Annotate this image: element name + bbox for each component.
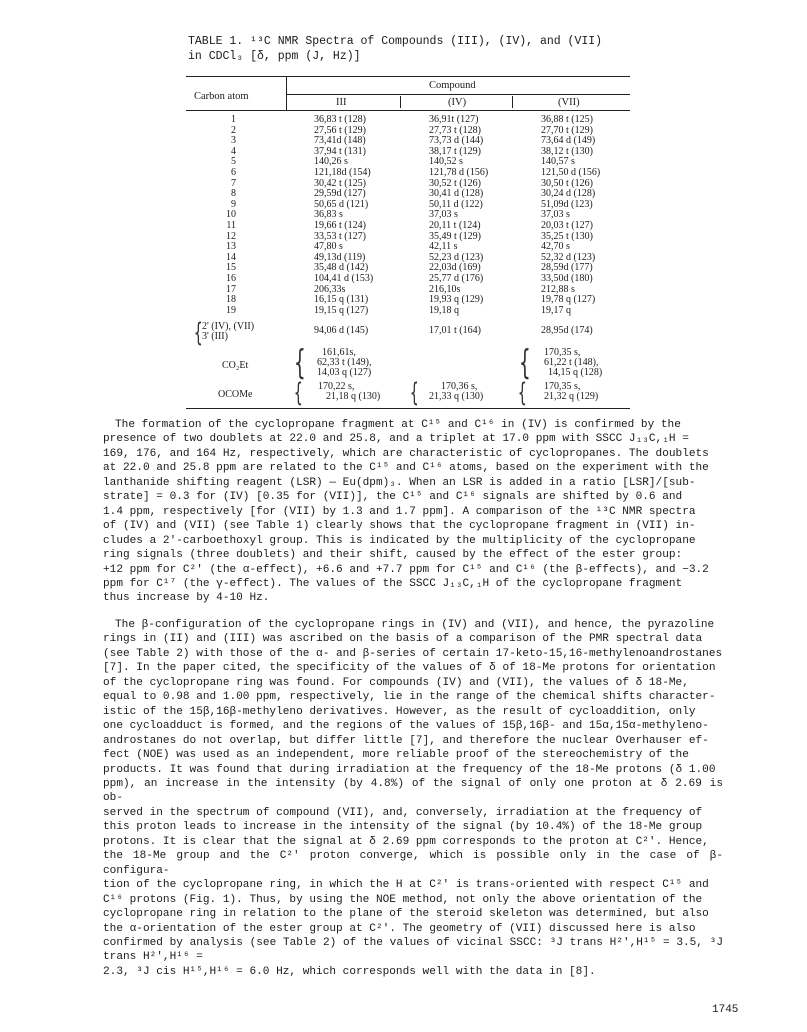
table-cell-shift-vii: 28,59d (177) [541, 262, 593, 274]
table-header-rule [186, 110, 630, 111]
paragraph2-line: of the cyclopropane ring was found. For compounds (IV) and (VII), the values of δ 18-Me, [103, 676, 689, 689]
table-cell-shift-iv: 30,52 t (126) [429, 177, 481, 189]
nmr-data-table [186, 76, 630, 406]
paragraph1-line: of (IV) and (VII) (see Table 1) clearly shows that the cyclopropane fragment in (VII) in- [103, 520, 696, 533]
header-divider-left [286, 76, 287, 110]
row-co2et-label: CO₂Et [222, 360, 249, 371]
table-cell-shift-iii: 19,66 t (124) [314, 220, 366, 231]
table-cell-shift-iv: 25,77 d (176) [429, 273, 484, 284]
table-cell-shift-iv: 22,03d (169) [429, 262, 481, 274]
table-cell-shift-vii: 36,88 t (125) [541, 114, 593, 125]
table-cell-shift-iv: 38,17 t (129) [429, 145, 481, 157]
header-col-divider-2 [512, 96, 513, 108]
paragraph1-line: strate] = 0.3 for (IV) [0.35 for (VII)], the C¹⁵ and C¹⁶ signals are shifted by 0.6 and [103, 491, 683, 504]
table-cell-atom-number: 15 [226, 262, 236, 274]
table-cell-shift-vii: 73,64 d (149) [541, 135, 596, 147]
table-cell-atom-number: 18 [226, 294, 236, 306]
table-cell-atom-number: 7 [231, 177, 236, 189]
table-cell-shift-iii: 16,15 q (131) [314, 294, 369, 306]
paragraph2-line: tion of the cyclopropane ring, in which the H at C²' is trans-oriented with respect C¹⁵ and [103, 879, 709, 892]
table-title [188, 34, 708, 64]
paragraph2-line: rings in (II) and (III) was ascribed on the basis of a comparison of the PMR spectral data [103, 633, 703, 646]
table-cell-shift-vii: 20,03 t (127) [541, 220, 593, 231]
table-cell-shift-iv: 140,52 s [429, 156, 463, 168]
table-cell-shift-iv: 52,23 d (123) [429, 251, 484, 263]
table-cell-shift-vii: 42,70 s [541, 241, 570, 253]
paragraph1-line: presence of two doublets at 22.0 and 25.8, and a triplet at 17.0 ppm with SSCC J₁₃C,₁H = [103, 433, 689, 446]
table-cell-shift-iv: 50,11 d (122) [429, 198, 483, 210]
row-ocome-vii-line2: 21,32 q (129) [544, 391, 599, 402]
table-cell-shift-iii: 19,15 q (127) [314, 304, 369, 316]
table-cell-shift-vii: 51,09d (123) [541, 198, 593, 210]
table-cell-shift-iv: 121,78 d (156) [429, 167, 489, 178]
table-cell-shift-vii: 212,88 s [541, 283, 575, 295]
table-cell-atom-number: 2 [231, 124, 236, 136]
row-2prime-label-line2: 3' (III) [202, 331, 228, 342]
table-cell-shift-vii: 38,12 t (130) [541, 145, 593, 157]
table-cell-atom-number: 11 [226, 220, 236, 231]
row-ocome-iv-brace: { [409, 378, 419, 408]
table-cell-shift-iv: 19,93 q (129) [429, 294, 484, 306]
row-ocome-vii-brace: { [517, 378, 527, 408]
table-cell-shift-iii: 104,41 d (153) [314, 273, 374, 284]
paragraph2-line: protons. It is clear that the signal at δ 2.69 ppm corresponds to the proton at C²'. Hence, [103, 835, 709, 848]
row-co2et-iii-brace: { [293, 343, 306, 383]
table-cell-shift-iii: 36,83 s [314, 209, 343, 221]
table-cell-atom-number: 4 [231, 145, 236, 157]
paragraph1-line: cludes a 2'-carboethoxyl group. This is indicated by the multiplicity of the cyclopropane [103, 534, 696, 547]
header-compound-iii: III [336, 97, 347, 108]
paragraph1-line: ring signals (three doublets) and their shift, caused by the effect of the ester group: [103, 549, 683, 562]
row-ocome-iii-line1: 170,22 s, [318, 381, 355, 392]
paragraph2-line: The β-configuration of the cyclopropane rings in (IV) and (VII), and hence, the pyrazoline [115, 619, 715, 631]
row-2prime-iii: 94,06 d (145) [314, 325, 369, 336]
table-cell-shift-iv: 73,73 d (144) [429, 135, 484, 147]
table-cell-shift-iv: 42,11 s [429, 241, 458, 253]
table-cell-atom-number: 16 [226, 273, 236, 284]
header-compound-vii: (VII) [558, 97, 580, 108]
table-cell-atom-number: 8 [231, 188, 236, 200]
table-cell-shift-iv: 19,18 q [429, 304, 459, 316]
paragraph2-line: 2.3, ³J cis H¹⁵,H¹⁶ = 6.0 Hz, which corresponds well with the data in [8]. [103, 965, 596, 978]
row-ocome-iv-line2: 21,33 q (130) [429, 391, 484, 402]
table-cell-shift-iii: 27,56 t (129) [314, 124, 366, 136]
table-cell-shift-vii: 27,70 t (129) [541, 124, 593, 136]
row-co2et-vii-line2: 61,22 t (148), [544, 357, 599, 368]
table-cell-atom-number: 1 [231, 114, 236, 125]
row-co2et-iii-line2: 62,33 t (149), [317, 357, 372, 368]
header-compound-iv: (IV) [448, 97, 467, 108]
paragraph1-line: ppm for C¹⁷ (the γ-effect). The values of the SSCC J₁₃C,₁H of the cyclopropane fragment [103, 577, 683, 590]
header-carbon-atom: Carbon atom [194, 91, 249, 102]
paragraph1-line: thus increase by 4-10 Hz. [103, 592, 270, 605]
table-cell-shift-vii: 30,24 d (128) [541, 188, 596, 200]
page-number: 1745 [712, 1004, 739, 1016]
paragraph2-line: confirmed by analysis (see Table 2) of the values of vicinal SSCC: ³J trans H²',H¹⁵ = 3.5, ³J trans H²',H¹⁶ = [103, 936, 723, 964]
row-co2et-iii-line3: 14,03 q (127) [317, 367, 372, 378]
table-cell-shift-iii: 30,42 t (125) [314, 177, 366, 189]
paragraph1-line: The formation of the cyclopropane fragment at C¹⁵ and C¹⁶ in (IV) is confirmed by the [115, 419, 681, 431]
table-title-line1: TABLE 1. ¹³C NMR Spectra of Compounds (III), (IV), and (VII) [188, 35, 603, 48]
paragraph2-line: equal to 0.98 and 1.00 ppm, respectively, lie in the range of the chemical shifts character- [103, 691, 716, 704]
table-cell-atom-number: 9 [231, 198, 236, 210]
row-co2et-vii-line1: 170,35 s, [544, 347, 581, 358]
table-top-rule [186, 76, 630, 77]
row-2prime-label-line1: 2' (IV), (VII) [202, 321, 255, 332]
paragraph1-line: 169, 176, and 164 Hz, respectively, which are characteristic of cyclopropanes. The doublets [103, 447, 709, 460]
table-cell-shift-iv: 30,41 d (128) [429, 188, 484, 200]
table-cell-shift-iii: 73,41d (148) [314, 135, 366, 147]
paragraph2-line: cyclopropane ring in relation to the plane of the steroid skeleton was determined, but also [103, 908, 709, 921]
table-cell-shift-vii: 35,25 t (130) [541, 230, 593, 242]
paragraph1-line: 1.4 ppm, respectively [for (VII) by 1.3 and 1.7 ppm]. A comparison of the ¹³C NMR spectra [103, 505, 696, 518]
table-cell-shift-iii: 140,26 s [314, 156, 348, 168]
row-2prime-iv: 17,01 t (164) [429, 325, 481, 336]
row-co2et-vii-line3: 14,15 q (128) [548, 367, 603, 378]
paragraph1-line: at 22.0 and 25.8 ppm are related to the C¹⁵ and C¹⁶ atoms, based on the experiment with the [103, 462, 709, 475]
table-cell-shift-iii: 121,18d (154) [314, 167, 371, 178]
table-cell-atom-number: 13 [226, 241, 236, 253]
paragraph2-line: androstanes do not overlap, but differ little [7], and therefore the nuclear Overhauser ef- [103, 734, 709, 747]
table-cell-atom-number: 14 [226, 251, 236, 263]
paragraph2-line: (see Table 2) with those of the α- and β-series of certain 17-keto-15,16-methylenoandrostanes [103, 647, 723, 660]
paragraph-beta-configuration [103, 618, 723, 979]
table-cell-shift-iii: 49,13d (119) [314, 251, 366, 263]
table-cell-shift-vii: 140,57 s [541, 156, 575, 168]
row-ocome-iii-brace: { [293, 378, 303, 408]
paragraph2-line: fect (NOE) was used as an independent, more reliable proof of the stereochemistry of the [103, 749, 689, 762]
row-co2et-iii-line1: 161,61s, [322, 347, 356, 358]
paragraph2-line: this proton leads to increase in the intensity of the signal (by 10.4%) of the 18-Me group [103, 821, 703, 834]
table-cell-shift-iii: 36,83 t (128) [314, 114, 366, 125]
row-2prime-vii: 28,95d (174) [541, 325, 593, 336]
paragraph2-line: ppm), an increase in the intensity (by 4.8%) of the signal of only one proton at δ 2.69 is ob- [103, 777, 723, 805]
table-cell-shift-iv: 27,73 t (128) [429, 124, 481, 136]
paragraph2-line: C¹⁶ protons (Fig. 1). Thus, by using the NOE method, not only the above orientation of the [103, 893, 703, 906]
table-cell-atom-number: 3 [231, 135, 236, 147]
paragraph2-line: istic of the 15β,16β-methyleno derivatives. However, as the result of cycloaddition, only [103, 705, 696, 718]
table-cell-shift-iv: 37,03 s [429, 209, 458, 221]
paragraph2-line: products. It was found that during irradiation at the frequency of the 18-Me protons (δ 1.00 [103, 763, 716, 776]
paragraph2-line: the 18-Me group and the C²' proton converge, which is possible only in the case of β-configura- [103, 850, 723, 877]
paragraph-cyclopropane-formation [103, 418, 723, 606]
table-cell-atom-number: 17 [226, 283, 236, 295]
table-cell-atom-number: 10 [226, 209, 236, 221]
table-cell-shift-iii: 35,48 d (142) [314, 262, 369, 274]
row-2prime-brace: { [193, 318, 203, 348]
row-ocome-vii-line1: 170,35 s, [544, 381, 581, 392]
table-cell-shift-vii: 52,32 d (123) [541, 251, 596, 263]
paragraph2-line: served in the spectrum of compound (VII), and, conversely, irradiation at the frequency of [103, 806, 703, 819]
paragraph1-line: +12 ppm for C²' (the α-effect), +6.6 and +7.7 ppm for C¹⁵ and C¹⁶ (the β-effects), and −3.2 [103, 563, 709, 576]
table-cell-shift-iii: 50,65 d (121) [314, 198, 369, 210]
header-col-divider-1 [400, 96, 401, 108]
table-cell-shift-vii: 121,50 d (156) [541, 167, 601, 178]
table-cell-shift-iv: 35,49 t (129) [429, 230, 481, 242]
table-cell-atom-number: 19 [226, 304, 236, 316]
header-compound: Compound [429, 80, 476, 91]
table-cell-shift-vii: 33,50d (180) [541, 273, 593, 284]
table-cell-shift-vii: 30,50 t (126) [541, 177, 593, 189]
table-cell-shift-vii: 19,78 q (127) [541, 294, 596, 306]
paragraph1-line: lanthanide shifting reagent (LSR) — Eu(dpm)₃. When an LSR is added in a ratio [LSR]/[sub- [103, 476, 696, 489]
table-cell-shift-iv: 36,91t (127) [429, 114, 479, 125]
table-cell-shift-iv: 20,11 t (124) [429, 220, 481, 231]
table-cell-shift-iii: 37,94 t (131) [314, 145, 366, 157]
paragraph2-line: the α-orientation of the ester group at C²'. The geometry of (VII) discussed here is also [103, 922, 696, 935]
table-bottom-rule [186, 408, 630, 409]
table-cell-shift-vii: 37,03 s [541, 209, 570, 221]
table-cell-atom-number: 12 [226, 230, 236, 242]
table-cell-atom-number: 5 [231, 156, 236, 168]
table-cell-shift-iii: 33,53 t (127) [314, 230, 366, 242]
table-cell-shift-vii: 19,17 q [541, 304, 571, 316]
row-ocome-iv-line1: 170,36 s, [441, 381, 478, 392]
table-cell-shift-iii: 29,59d (127) [314, 188, 366, 200]
table-cell-shift-iii: 47,80 s [314, 241, 343, 253]
table-cell-shift-iv: 216,10s [429, 283, 461, 295]
paragraph2-line: one cycloadduct is formed, and the regions of the values of 15β,16β- and 15α,15α-methyleno- [103, 720, 709, 733]
table-cell-shift-iii: 206,33s [314, 283, 346, 295]
paragraph2-line: [7]. In the paper cited, the specificity of the values of δ of 18-Me protons for orientation [103, 662, 716, 675]
table-title-line2: in CDCl₃ [δ, ppm (J, Hz)] [188, 50, 361, 63]
table-cell-atom-number: 6 [231, 167, 236, 178]
row-ocome-label: OCOMe [218, 389, 253, 400]
compound-header-rule [286, 94, 630, 95]
row-ocome-iii-line2: 21,18 q (130) [326, 391, 381, 402]
row-co2et-vii-brace: { [518, 343, 531, 383]
